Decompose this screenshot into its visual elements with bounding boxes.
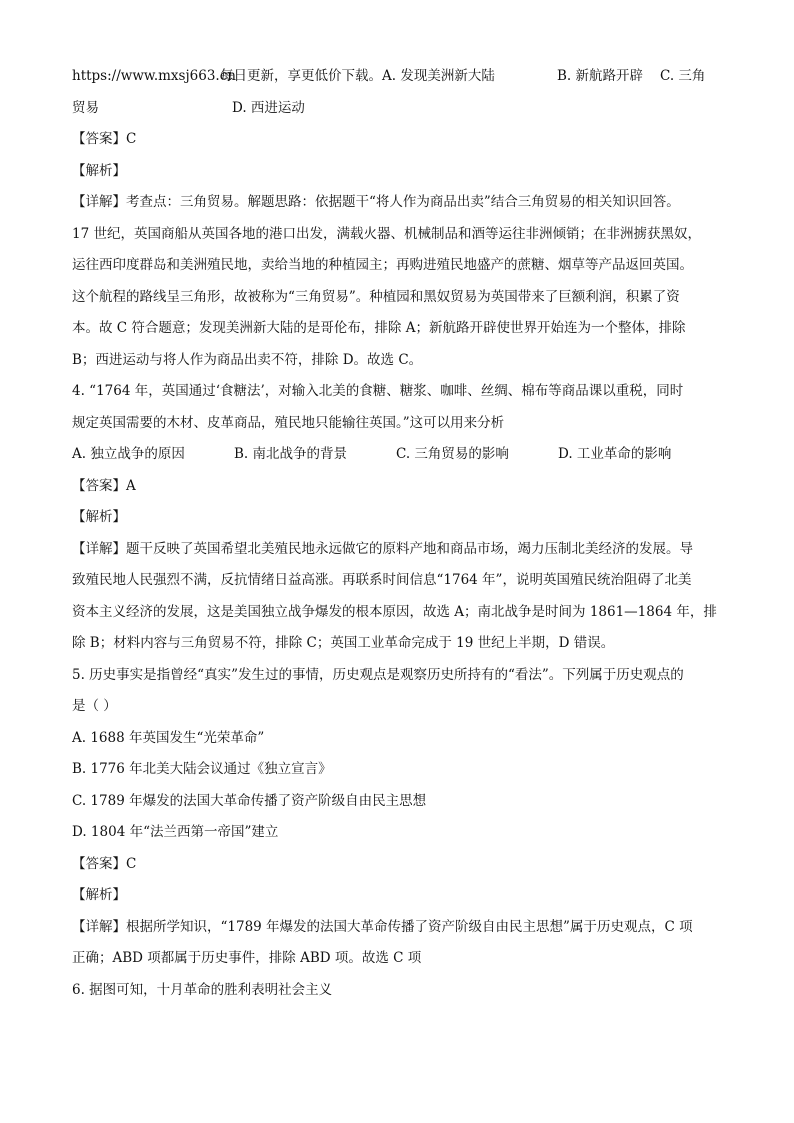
- option-d-q4: D. 工业革命的影响: [558, 446, 672, 462]
- question-5-line1: 5. 历史事实是指曾经“真实”发生过的事情，历史观点是观察历史所持有的“看法”。下列属于历史观点的: [72, 667, 684, 683]
- answer-q4: 【答案】A: [72, 478, 136, 494]
- detail-q4-line1: 【详解】题干反映了英国希望北美殖民地永远做它的原料产地和商品市场，竭力压制北美经济的发展。导: [72, 541, 693, 557]
- detail-q3-line1: 【详解】考查点：三角贸易。解题思路：依据题干“将人作为商品出卖”结合三角贸易的相关知识回答。: [72, 194, 680, 210]
- detail-q3-line6: B；西进运动与将人作为商品出卖不符，排除 D。故选 C。: [72, 352, 423, 368]
- option-a-q5: A. 1688 年英国发生“光荣革命”: [72, 730, 265, 746]
- detail-q4-line4: 除 B；材料内容与三角贸易不符，排除 C；英国工业革命完成于 19 世纪上半期，D 错误。: [72, 635, 615, 651]
- analysis-heading-q5: 【解析】: [72, 887, 126, 903]
- option-b-q3: B. 新航路开辟: [557, 68, 644, 84]
- detail-q4-line2: 致殖民地人民强烈不满，反抗情绪日益高涨。再联系时间信息“1764 年”，说明英国殖民统治阻碍了北美: [72, 572, 692, 588]
- option-c-q4: C. 三角贸易的影响: [396, 446, 509, 462]
- option-b-q5: B. 1776 年北美大陆会议通过《独立宣言》: [72, 761, 332, 777]
- option-c-q5: C. 1789 年爆发的法国大革命传播了资产阶级自由民主思想: [72, 793, 427, 809]
- option-c-q3: C. 三角: [660, 68, 706, 84]
- question-6-line1: 6. 据图可知，十月革命的胜利表明社会主义: [72, 982, 333, 998]
- question-4-line2: 规定英国需要的木材、皮革商品，殖民地只能输往英国。”这可以用来分析: [72, 415, 505, 431]
- detail-q4-line3: 资本主义经济的发展，这是美国独立战争爆发的根本原因，故选 A；南北战争是时间为 1861—1864 年，排: [72, 604, 717, 620]
- detail-q3-line5: 本。故 C 符合题意；发现美洲新大陆的是哥伦布，排除 A；新航路开辟使世界开始连为一个整体，排除: [72, 320, 686, 336]
- watermark-url: https://www.mxsj663.cn: [72, 68, 236, 84]
- answer-q5: 【答案】C: [72, 856, 137, 872]
- question-5-line2: 是（ ）: [72, 698, 117, 714]
- answer-q3: 【答案】C: [72, 131, 137, 147]
- analysis-heading-q3: 【解析】: [72, 163, 126, 179]
- detail-q3-line3: 运往西印度群岛和美洲殖民地，卖给当地的种植园主；再购进殖民地盛产的蔗糖、烟草等产品返回英国。: [72, 257, 693, 273]
- detail-q3-line4: 这个航程的路线呈三角形，故被称为“三角贸易”。种植园和黑奴贸易为英国带来了巨额利润，积累了资: [72, 289, 680, 305]
- option-a-q3: 每日更新，享更低价下载。A. 发现美洲新大陆: [220, 68, 495, 84]
- detail-q5-line2: 正确；ABD 项都属于历史事件，排除 ABD 项。故选 C 项: [72, 950, 422, 966]
- option-d-q3: D. 西进运动: [232, 100, 305, 116]
- detail-q5-line1: 【详解】根据所学知识，“1789 年爆发的法国大革命传播了资产阶级自由民主思想”属于历史观点，C 项: [72, 919, 693, 935]
- option-b-q4: B. 南北战争的背景: [234, 446, 348, 462]
- option-d-q5: D. 1804 年“法兰西第一帝国”建立: [72, 824, 279, 840]
- question-4-line1: 4. “1764 年，英国通过‘食糖法’，对输入北美的食糖、糖浆、咖啡、丝绸、棉布等商品课以重税，同时: [72, 383, 684, 399]
- detail-q3-line2: 17 世纪，英国商船从英国各地的港口出发，满载火器、机械制品和酒等运往非洲倾销；在非洲掳获黑奴，: [72, 226, 701, 242]
- analysis-heading-q4: 【解析】: [72, 509, 126, 525]
- option-a-q4: A. 独立战争的原因: [72, 446, 185, 462]
- option-c-q3-cont: 贸易: [72, 100, 99, 116]
